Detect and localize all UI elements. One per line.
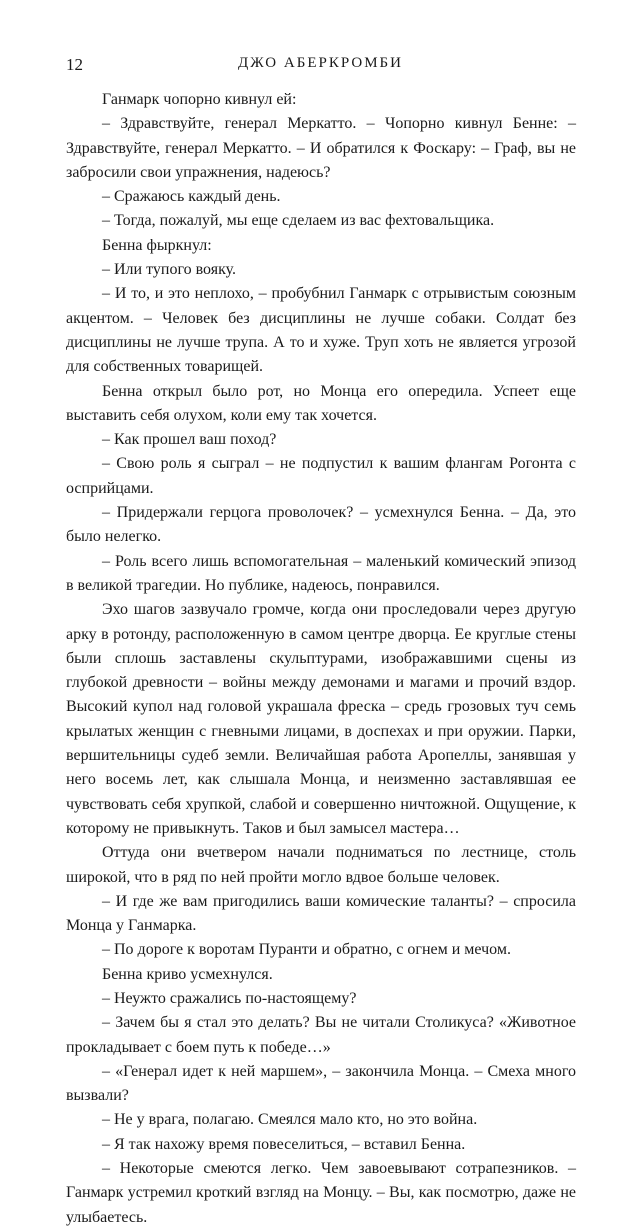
paragraph: – Здравствуйте, генерал Меркатто. – Чопорно кивнул Бенне: – Здравствуйте, генерал Меркатто. – И обратился к Фоскару: – Граф, вы не забросили свои упражнения, надеюсь? — [66, 115, 576, 181]
paragraph: – И где же вам пригодились ваши комические таланты? – спросила Монца у Ганмарка. — [66, 892, 576, 935]
paragraph: – Не у врага, полагаю. Смеялся мало кто, но это война. — [102, 1111, 478, 1129]
paragraph: Эхо шагов зазвучало громче, когда они проследовали через другую арку в ротонду, расположенную в самом центре дворца. Ее круглые стены были сплошь заставлены скульптурами, изображавшими сцены из глубокой древности – войны между демонами и магами и прочий вздор. Высокий купол над головой украшала фреска – средь грозовых туч семь крылатых женщин с гневными лицами, в доспехах и при оружии. Парки, вершительницы судеб земли. Величайшая работа Аропеллы, занявшая у него восемь лет, как слышала Монца, и неизменно заставлявшая ее чувствовать себя хрупкой, слабой и совершенно ничтожной. Ощущение, к которому не привыкнуть. Таков и был замысел мастера… — [66, 601, 576, 837]
paragraph: Оттуда они вчетвером начали подниматься по лестнице, столь широкой, что в ряд по ней пройти могло вдвое больше человек. — [66, 844, 576, 886]
paragraph: – Я так нахожу время повеселиться, – вставил Бенна. — [102, 1135, 466, 1153]
paragraph: Ганмарк чопорно кивнул ей: — [102, 91, 297, 108]
paragraph: – «Генерал идет к ней маршем», – закончила Монца. – Смеха много вызвали? — [66, 1062, 576, 1105]
paragraph: – Свою роль я сыграл – не подпустил к вашим флангам Рогонта с осприйцами. — [66, 455, 576, 497]
paragraph: – По дороге к воротам Пуранти и обратно, с огнем и мечом. — [102, 941, 511, 959]
paragraph: – Как прошел ваш поход? — [102, 431, 277, 449]
paragraph: – Придержали герцога проволочек? – усмехнулся Бенна. – Да, это было нелегко. — [66, 504, 576, 546]
body-text — [66, 88, 576, 1230]
paragraph: – Или тупого вояку. — [102, 261, 237, 279]
paragraph: Бенна открыл было рот, но Монца его опередила. Успеет еще выставить себя олухом, коли ему так хочется. — [66, 382, 576, 424]
paragraph: – Роль всего лишь вспомогательная – маленький комический эпизод в великой трагедии. Но публике, надеюсь, понравился. — [66, 552, 576, 594]
paragraph: – И то, и это неплохо, – пробубнил Ганмарк с отрывистым союзным акцентом. – Человек без дисциплины не лучше собаки. Солдат без дисциплины не лучше трупа. А то и хуже. Труп хоть не является угрозой для собственных товарищей. — [66, 285, 576, 376]
paragraph: – Некоторые смеются легко. Чем завоевывают сотрапезников. – Ганмарк устремил кроткий взгляд на Монцу. – Вы, как посмотрю, даже не улыбаетесь. — [66, 1160, 576, 1226]
paragraph: – Сражаюсь каждый день. — [102, 188, 281, 206]
page-header — [0, 0, 641, 80]
paragraph: – Тогда, пожалуй, мы еще сделаем из вас фехтовальщика. — [102, 212, 495, 230]
page-number: 12 — [66, 55, 83, 74]
paragraph: Бенна криво усмехнулся. — [102, 965, 273, 983]
paragraph: – Неужто сражались по-настоящему? — [102, 989, 357, 1007]
paragraph: Бенна фыркнул: — [102, 236, 212, 254]
running-head: ДЖО АБЕРКРОМБИ — [238, 55, 403, 71]
paragraph: – Зачем бы я стал это делать? Вы не читали Столикуса? «Животное прокладывает с боем путь к победе…» — [66, 1014, 576, 1056]
